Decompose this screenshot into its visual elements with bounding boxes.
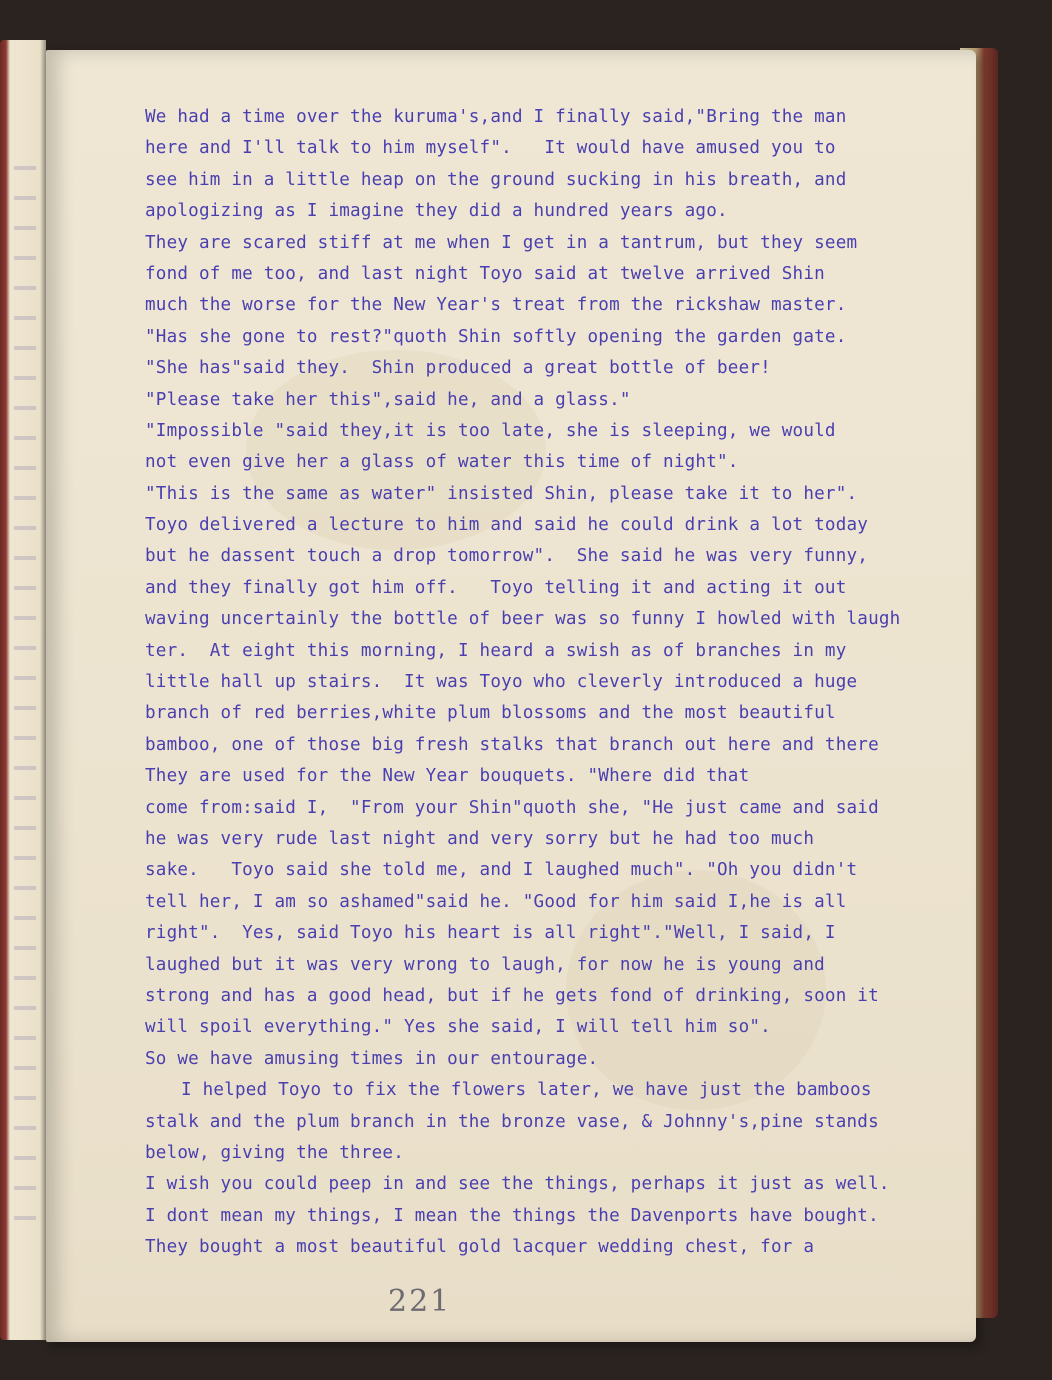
text-line: They bought a most beautiful gold lacquer wedding chest, for a [145, 1237, 815, 1258]
text-line: come from:said I, "From your Shin"quoth she, "He just came and said [145, 797, 879, 818]
text-line: They are scared stiff at me when I get in a tantrum, but they seem [145, 232, 858, 253]
facing-page-text-bleed [14, 140, 36, 1240]
text-line: not even give her a glass of water this time of night". [145, 452, 739, 473]
text-line: apologizing as I imagine they did a hundred years ago. [145, 201, 728, 222]
text-line: I wish you could peep in and see the things, perhaps it just as well. [145, 1174, 890, 1195]
text-line: and they finally got him off. Toyo telling it and acting it out [145, 577, 847, 598]
text-line: waving uncertainly the bottle of beer was so funny I howled with laugh [145, 609, 901, 630]
text-line: little hall up stairs. It was Toyo who cleverly introduced a huge [145, 672, 858, 693]
text-line: but he dassent touch a drop tomorrow". She said he was very funny, [145, 546, 869, 567]
text-line: stalk and the plum branch in the bronze vase, & Johnny's,pine stands [145, 1111, 879, 1132]
text-line: fond of me too, and last night Toyo said at twelve arrived Shin [145, 263, 825, 284]
text-line: below, giving the three. [145, 1142, 405, 1163]
text-line: sake. Toyo said she told me, and I laughed much". "Oh you didn't [145, 860, 858, 881]
text-line: much the worse for the New Year's treat from the rickshaw master. [145, 295, 847, 316]
text-line: "Has she gone to rest?"quoth Shin softly opening the garden gate. [145, 326, 847, 347]
text-line: "Impossible "said they,it is too late, she is sleeping, we would [145, 420, 836, 441]
text-line: bamboo, one of those big fresh stalks that branch out here and there [145, 734, 879, 755]
text-line: will spoil everything." Yes she said, I will tell him so". [145, 1017, 771, 1038]
page-number: 221 [388, 1284, 452, 1319]
text-line: tell her, I am so ashamed"said he. "Good for him said I,he is all [145, 891, 847, 912]
text-line: They are used for the New Year bouquets. "Where did that [145, 766, 750, 787]
text-line: Toyo delivered a lecture to him and said he could drink a lot today [145, 515, 869, 536]
text-line: laughed but it was very wrong to laugh, for now he is young and [145, 954, 825, 975]
typed-letter-page [46, 50, 976, 1342]
text-line: We had a time over the kuruma's,and I finally said,"Bring the man [145, 107, 847, 127]
typewritten-text-block [145, 102, 965, 1263]
text-line: "Please take her this",said he, and a glass." [145, 389, 631, 410]
text-line: I dont mean my things, I mean the things the Davenports have bought. [145, 1205, 879, 1226]
text-line: branch of red berries,white plum blossoms and the most beautiful [145, 703, 836, 724]
text-line: "She has"said they. Shin produced a great bottle of beer! [145, 358, 771, 379]
text-line: he was very rude last night and very sorry but he had too much [145, 828, 815, 849]
facing-page-edge [0, 40, 46, 1340]
text-line: ter. At eight this morning, I heard a swish as of branches in my [145, 640, 847, 661]
text-line: strong and has a good head, but if he gets fond of drinking, soon it [145, 985, 879, 1006]
text-line: So we have amusing times in our entourage. [145, 1048, 599, 1069]
text-line: here and I'll talk to him myself". It would have amused you to [145, 138, 836, 159]
text-line: I helped Toyo to fix the flowers later, we have just the bamboos [181, 1080, 872, 1101]
text-line: right". Yes, said Toyo his heart is all right"."Well, I said, I [145, 923, 836, 944]
text-line: see him in a little heap on the ground sucking in his breath, and [145, 169, 847, 190]
text-line: "This is the same as water" insisted Shin, please take it to her". [145, 483, 858, 504]
